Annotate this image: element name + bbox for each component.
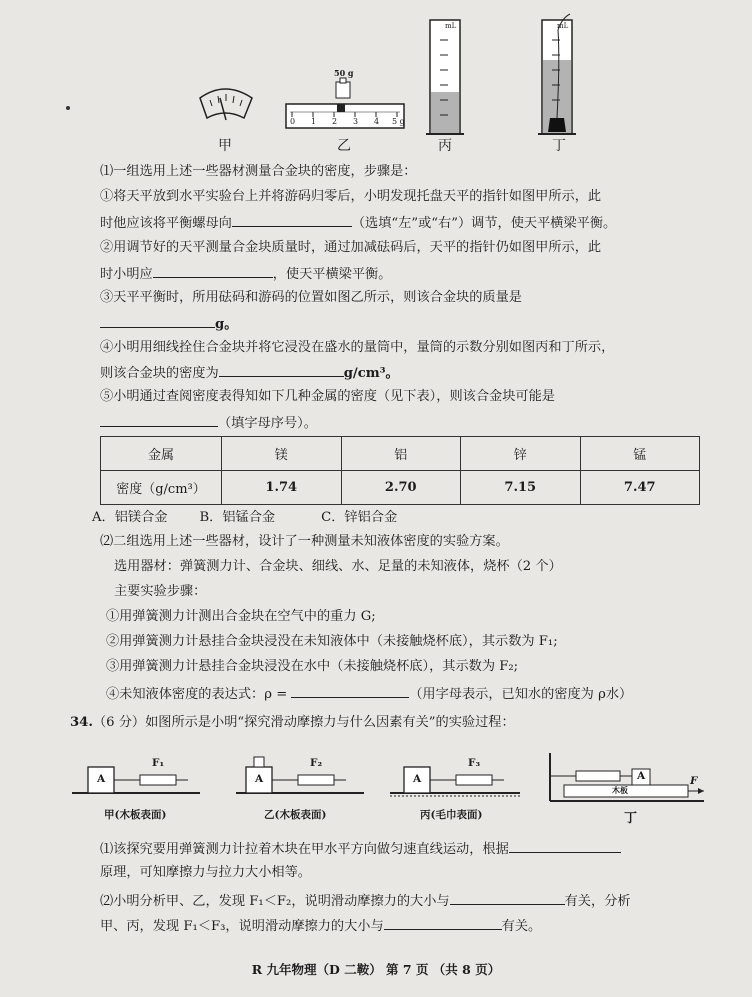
cylinder-unit-bing: mL bbox=[445, 22, 457, 30]
cylinder-ding bbox=[538, 14, 576, 134]
step5-line-b bbox=[100, 412, 317, 434]
table-cell: 7.15 bbox=[461, 471, 581, 505]
answer-blank-4[interactable] bbox=[219, 362, 344, 377]
table-header-cell: 金属 bbox=[101, 437, 222, 471]
option-c[interactable]: C．锌铝合金 bbox=[321, 510, 398, 525]
table-row-label: 密度（g/cm³） bbox=[101, 471, 222, 505]
scale-tick-3: 3 bbox=[353, 117, 359, 126]
table-row bbox=[101, 471, 700, 505]
step3-line-b bbox=[100, 313, 237, 335]
answer-blank-2[interactable] bbox=[153, 263, 273, 278]
friction-fig-bing bbox=[390, 767, 520, 796]
q34-number: 34. bbox=[70, 715, 93, 730]
part1-intro: ⑴一组选用上述一些器材测量合金块的密度，步骤是： bbox=[100, 164, 417, 179]
answer-blank-3[interactable] bbox=[100, 313, 215, 328]
q34-line3-post: 有关。 bbox=[501, 919, 542, 934]
balance-dial-figure bbox=[200, 89, 252, 120]
force-label-f2: F₂ bbox=[310, 757, 323, 769]
step4-post: g/cm³。 bbox=[343, 366, 399, 381]
q34-line1-pre: ⑴该探究要用弹簧测力计拉着木块在甲水平方向做匀速直线运动，根据 bbox=[100, 842, 509, 857]
step2-post: ，使天平横梁平衡。 bbox=[272, 267, 392, 282]
q34-line2-pre: ⑵小明分析甲、乙，发现 F₁＜F₂，说明滑动摩擦力的大小与 bbox=[100, 894, 450, 909]
step3-line-a: ③天平平衡时，所用砝码和游码的位置如图乙所示，则该合金块的质量是 bbox=[100, 290, 522, 305]
scale-tick-1: 1 bbox=[311, 117, 317, 126]
answer-blank-5[interactable] bbox=[100, 412, 218, 427]
scale-tick-5: 5 g bbox=[392, 117, 405, 126]
step1-pre: 时他应该将平衡螺母向 bbox=[100, 216, 232, 231]
step4-pre: 则该合金块的密度为 bbox=[100, 366, 219, 381]
step1-line-b bbox=[100, 212, 616, 234]
answer-blank-9[interactable] bbox=[384, 915, 502, 930]
q34-line1 bbox=[100, 838, 621, 860]
answer-blank-1[interactable] bbox=[232, 212, 352, 227]
table-cell: 1.74 bbox=[222, 471, 342, 505]
fig-label-ding: 丁 bbox=[552, 138, 566, 154]
answer-blank-6[interactable] bbox=[291, 683, 409, 698]
board-label: 木板 bbox=[612, 785, 628, 795]
metal-density-table bbox=[100, 436, 700, 505]
fig-label-jia: 甲 bbox=[218, 138, 232, 154]
q34-line2-post: 有关，分析 bbox=[564, 894, 631, 909]
fig-caption-jia: 甲(木板表面) bbox=[104, 809, 167, 821]
table-header-row bbox=[101, 437, 700, 471]
table-header-cell: 锰 bbox=[580, 437, 700, 471]
step5-post: （填字母序号）。 bbox=[218, 416, 317, 431]
option-b[interactable]: B．铝锰合金 bbox=[199, 510, 276, 525]
p2-step4-post: （用字母表示，已知水的密度为 ρ水） bbox=[409, 687, 633, 702]
step5-line-a: ⑤小明通过查阅密度表得知如下几种金属的密度（见下表），则该合金块可能是 bbox=[100, 389, 555, 404]
block-letter-bing: A bbox=[413, 773, 422, 785]
q34-title-line bbox=[70, 713, 515, 733]
block-letter-yi: A bbox=[255, 773, 264, 785]
table-cell: 7.47 bbox=[580, 471, 700, 505]
q34-line1b: 原理，可知摩擦力与拉力大小相等。 bbox=[100, 865, 311, 880]
steps-title: 主要实验步骤： bbox=[114, 584, 207, 599]
equipment-line: 选用器材：弹簧测力计、合金块、细线、水、足量的未知液体，烧杯（2 个） bbox=[114, 559, 562, 574]
step1-line-a: ①将天平放到水平实验台上并将游码归零后，小明发现托盘天平的指针如图甲所示，此 bbox=[100, 189, 602, 204]
table-cell: 2.70 bbox=[341, 471, 461, 505]
p2-step4-pre: ④未知液体密度的表达式：ρ = bbox=[106, 687, 288, 702]
fig-label-yi: 乙 bbox=[337, 138, 351, 154]
table-header-cell: 铝 bbox=[341, 437, 461, 471]
scale-tick-2: 2 bbox=[332, 117, 338, 126]
step4-line-b bbox=[100, 362, 399, 384]
step2-line-b bbox=[100, 263, 391, 285]
step1-post: （选填“左”或“右”）调节，使天平横梁平衡。 bbox=[351, 216, 617, 231]
options-line bbox=[92, 508, 397, 528]
fig-caption-bing: 丙(毛巾表面) bbox=[420, 809, 483, 821]
block-letter-ding: A bbox=[637, 770, 646, 782]
figures-top-svg bbox=[0, 0, 752, 160]
stray-dot bbox=[66, 106, 70, 110]
fig-caption-yi: 乙(木板表面) bbox=[264, 809, 327, 821]
answer-blank-7[interactable] bbox=[509, 838, 621, 853]
weight-label: 50 g bbox=[334, 68, 354, 78]
p2-step3: ③用弹簧测力计悬挂合金块浸没在水中（未接触烧杯底），其示数为 F₂; bbox=[106, 659, 519, 674]
scale-tick-0: 0 bbox=[290, 117, 296, 126]
option-a[interactable]: A．铝镁合金 bbox=[92, 510, 168, 525]
step4-line-a: ④小明用细线拴住合金块并将它浸没在盛水的量筒中，量筒的示数分别如图丙和丁所示， bbox=[100, 340, 615, 355]
table-header-cell: 锌 bbox=[461, 437, 581, 471]
block-letter-jia: A bbox=[97, 773, 106, 785]
cylinder-bing bbox=[426, 20, 464, 134]
friction-fig-jia bbox=[72, 767, 200, 793]
cylinder-unit-ding: mL bbox=[557, 22, 569, 30]
fig-caption-ding: 丁 bbox=[624, 811, 638, 826]
page-footer: R 九年物理（D 二鞍） 第 7 页 （共 8 页） bbox=[251, 962, 501, 977]
table-header-cell: 镁 bbox=[222, 437, 342, 471]
scale-tick-4: 4 bbox=[374, 117, 380, 126]
q34-line3 bbox=[100, 915, 541, 937]
step3-post: g。 bbox=[215, 317, 238, 332]
q34-line3-pre: 甲、丙，发现 F₁＜F₃，说明滑动摩擦力的大小与 bbox=[100, 919, 384, 934]
force-label-f: F bbox=[690, 775, 698, 787]
force-label-f3: F₃ bbox=[468, 757, 481, 769]
force-label-f1: F₁ bbox=[152, 757, 165, 769]
weight-and-scale-figure bbox=[286, 78, 404, 128]
p2-step4 bbox=[106, 683, 632, 705]
answer-blank-8[interactable] bbox=[450, 890, 565, 905]
part2-intro: ⑵二组选用上述一些器材，设计了一种测量未知液体密度的实验方案。 bbox=[100, 534, 509, 549]
q34-line2 bbox=[100, 890, 631, 912]
step2-pre: 时小明应 bbox=[100, 267, 153, 282]
step2-line-a: ②用调节好的天平测量合金块质量时，通过加减砝码后，天平的指针仍如图甲所示，此 bbox=[100, 240, 602, 255]
p2-step1: ①用弹簧测力计测出合金块在空气中的重力 G; bbox=[106, 609, 376, 624]
p2-step2: ②用弹簧测力计悬挂合金块浸没在未知液体中（未接触烧杯底），其示数为 F₁; bbox=[106, 634, 558, 649]
q34-title: （6 分）如图所示是小明“探究滑动摩擦力与什么因素有关”的实验过程： bbox=[92, 715, 515, 730]
figures-top bbox=[0, 0, 752, 160]
fig-label-bing: 丙 bbox=[438, 138, 452, 154]
friction-figures bbox=[0, 745, 752, 830]
